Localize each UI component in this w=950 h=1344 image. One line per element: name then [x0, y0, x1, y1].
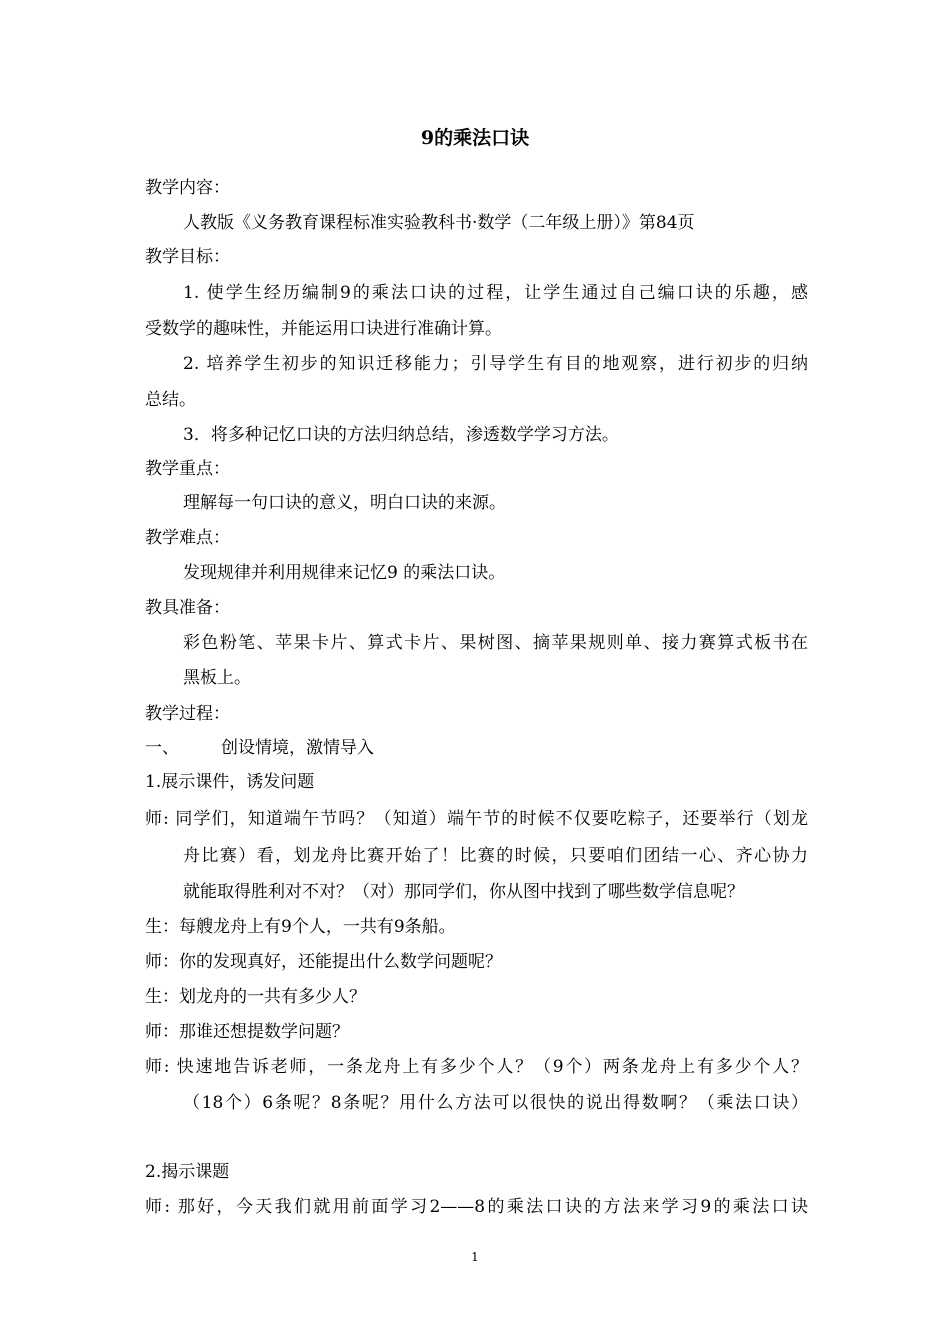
paragraph-key-points: 理解每一句口诀的意义，明白口诀的来源。 — [183, 493, 506, 513]
page-number: 1 — [471, 1250, 479, 1264]
dialogue-line: 就能取得胜利对不对？（对）那同学们，你从图中找到了哪些数学信息呢？ — [183, 882, 744, 902]
dialogue-line: 师: 同学们，知道端午节吗？（知道）端午节的时候不仅要吃粽子，还要举行（划龙 — [145, 809, 808, 829]
section-heading-goals: 教学目标： — [145, 247, 230, 267]
section-heading-content: 教学内容： — [145, 178, 230, 198]
dialogue-line: 生：划龙舟的一共有多少人？ — [145, 987, 366, 1007]
dialogue-line: 师：那谁还想提数学问题？ — [145, 1022, 349, 1042]
goal-2-line-1: 2. 培养学生初步的知识迁移能力；引导学生有目的地观察，进行初步的归纳 — [183, 354, 808, 374]
process-step-1 — [145, 737, 374, 759]
dialogue-line: 师：你的发现真好，还能提出什么数学问题呢？ — [145, 952, 502, 972]
dialogue-line: （18个）6条呢？8条呢？用什么方法可以很快的说出得数啊？（乘法口诀） — [183, 1093, 808, 1113]
section-heading-difficulties: 教学难点： — [145, 528, 230, 548]
subheading-1: 1.展示课件，诱发问题 — [145, 772, 315, 792]
page-title: 9的乘法口诀 — [420, 127, 530, 149]
goal-1-line-2: 受数学的趣味性，并能运用口诀进行准确计算。 — [145, 319, 502, 339]
goal-3: 3．将多种记忆口诀的方法归纳总结，渗透数学学习方法。 — [183, 425, 619, 445]
dialogue-line: 舟比赛）看，划龙舟比赛开始了！比赛的时候，只要咱们团结一心、齐心协力 — [183, 846, 808, 866]
step-title: 创设情境，激情导入 — [221, 738, 374, 758]
materials-line-1: 彩色粉笔、苹果卡片、算式卡片、果树图、摘苹果规则单、接力赛算式板书在 — [183, 633, 808, 653]
section-heading-process: 教学过程： — [145, 704, 230, 724]
dialogue-line: 生：每艘龙舟上有9个人，一共有9条船。 — [145, 917, 456, 937]
section-heading-materials: 教具准备： — [145, 598, 230, 618]
dialogue-line: 师: 快速地告诉老师，一条龙舟上有多少个人？（9个）两条龙舟上有多少个人？ — [145, 1057, 808, 1077]
paragraph-difficulties: 发现规律并利用规律来记忆9 的乘法口诀。 — [183, 563, 506, 583]
step-number: 一、 — [145, 738, 179, 758]
goal-2-line-2: 总结。 — [145, 390, 196, 410]
subheading-2: 2.揭示课题 — [145, 1162, 230, 1182]
dialogue-line: 师: 那好，今天我们就用前面学习2——8的乘法口诀的方法来学习9的乘法口诀 — [145, 1197, 808, 1217]
paragraph-textbook: 人教版《义务教育课程标准实验教科书·数学（二年级上册）》第84页 — [183, 213, 695, 233]
materials-line-2: 黑板上。 — [183, 668, 251, 688]
goal-1-line-1: 1. 使学生经历编制9的乘法口诀的过程，让学生通过自己编口诀的乐趣，感 — [183, 283, 808, 303]
section-heading-key-points: 教学重点： — [145, 459, 230, 479]
